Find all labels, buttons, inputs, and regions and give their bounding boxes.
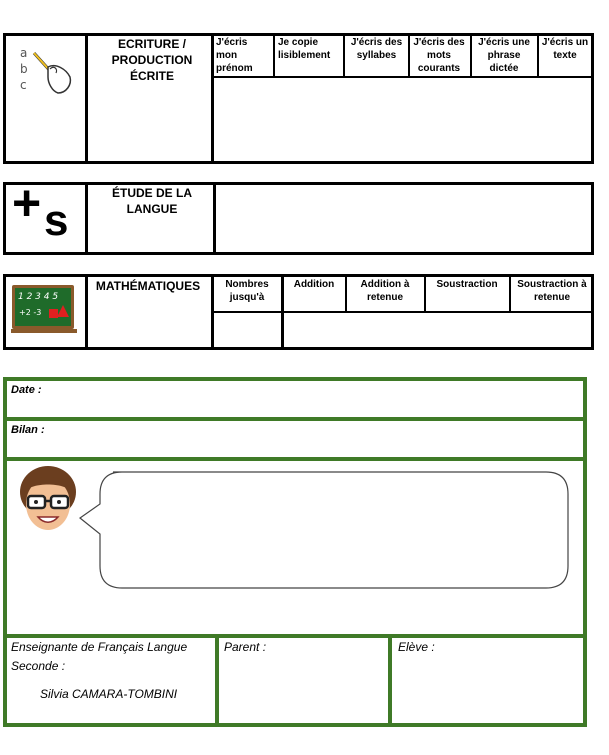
teacher-label: Enseignante de Français Langue Seconde :	[11, 640, 188, 673]
speech-bubble	[78, 470, 570, 592]
board-text: 1 2 3 4 5	[18, 292, 59, 302]
student-label: Elève :	[398, 640, 435, 654]
plus-glyph: +	[12, 175, 42, 231]
writing-abc-hand-icon	[12, 39, 76, 99]
writing-col-4: J'écris une phrase dictée	[478, 37, 530, 74]
date-label: Date :	[11, 384, 42, 396]
writing-col-3: J'écris des mots courants	[413, 37, 465, 74]
writing-col-2: J'écris des syllabes	[350, 37, 403, 61]
s-glyph: s	[44, 196, 69, 245]
plus-s-icon	[10, 175, 80, 250]
math-col-2: Addition à retenue	[360, 279, 410, 303]
parent-label: Parent :	[224, 640, 267, 654]
teacher-name: Silvia CAMARA-TOMBINI	[40, 687, 178, 701]
math-col-4: Soustraction à retenue	[517, 279, 587, 303]
math-col-1: Addition	[293, 279, 335, 290]
svg-text:c: c	[20, 78, 27, 92]
writing-col-1: Je copie lisiblement	[278, 37, 331, 61]
teacher-avatar-icon	[16, 462, 80, 536]
writing-col-5: J'écris un texte	[541, 37, 589, 61]
writing-title: ECRITURE / PRODUCTION ÉCRITE	[111, 37, 193, 83]
math-col-0: Nombres jusqu'à	[225, 279, 269, 303]
chalkboard-numbers-icon	[11, 283, 77, 337]
bilan-label: Bilan :	[11, 424, 45, 436]
writing-col-0: J'écris mon prénom	[216, 37, 253, 74]
math-title: MATHÉMATIQUES	[95, 279, 201, 293]
svg-text:b: b	[20, 62, 28, 76]
svg-text:+2 -3: +2 -3	[19, 308, 42, 317]
svg-text:a: a	[20, 46, 28, 60]
math-col-3: Soustraction	[436, 279, 498, 290]
language-section	[3, 182, 594, 255]
language-title: ÉTUDE DE LA LANGUE	[111, 186, 192, 216]
